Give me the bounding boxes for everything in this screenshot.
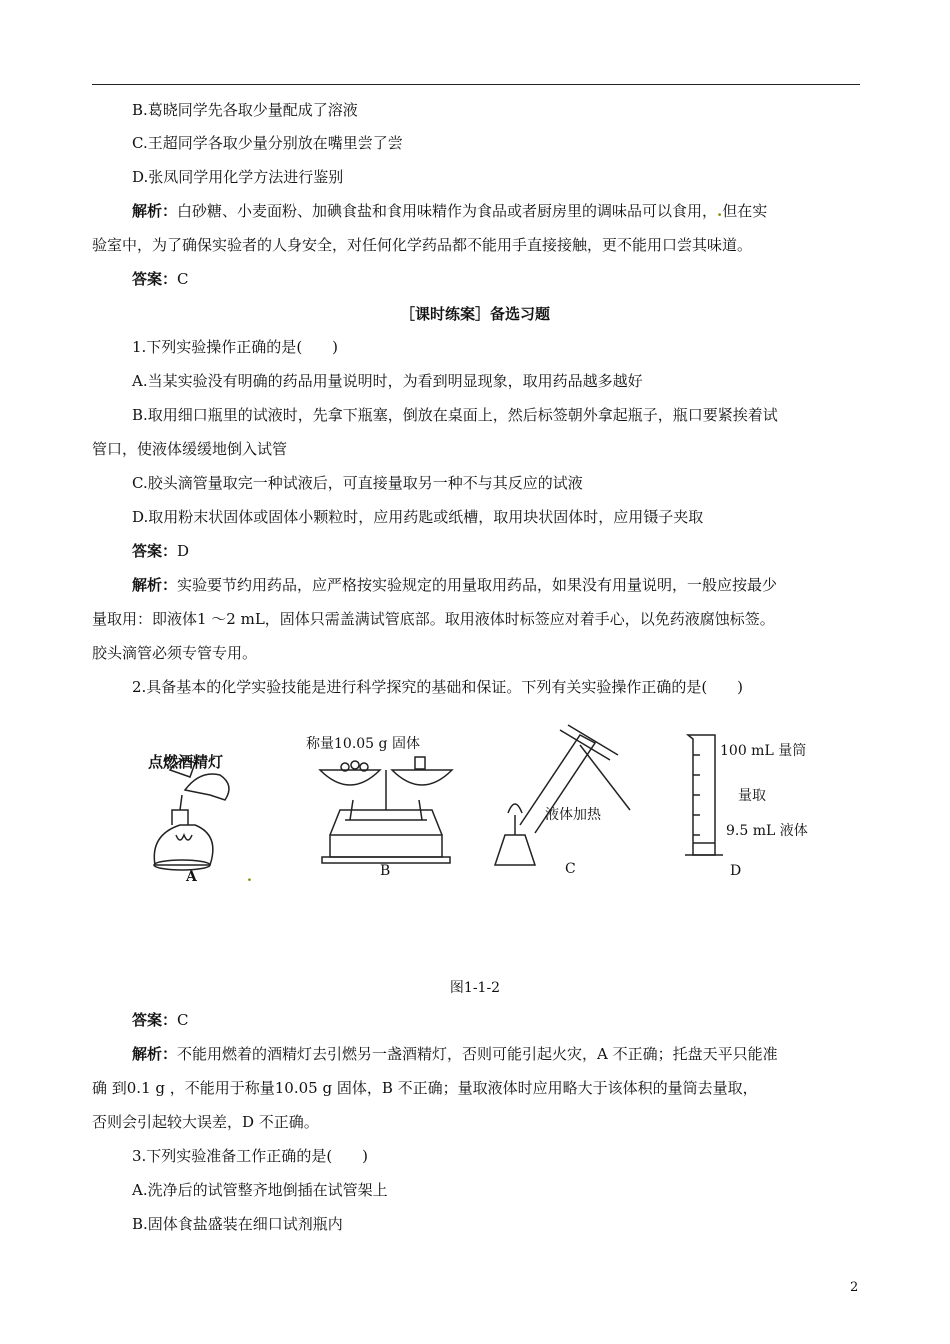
explanation-cont: 验室中，为了确保实验者的人身安全，对任何化学药品都不能用手直接接触，更不能用口尝其味道。 (92, 236, 753, 254)
q1-option-d: D.取用粉末状固体或固体小颗粒时，应用药匙或纸槽，取用块状固体时，应用镊子夹取 (132, 508, 704, 526)
section-title: ［课时练案］备选习题 (399, 305, 550, 323)
page-number: 2 (850, 1280, 859, 1295)
experiment-figure (140, 715, 820, 885)
fig-b-title: 称量10.05 g 固体 (306, 736, 420, 752)
answer-value: D (177, 542, 190, 560)
header-rule (92, 84, 860, 85)
question-3: 3.下列实验准备工作正确的是( ) (132, 1147, 369, 1165)
figure-caption: 图1-1-2 (449, 980, 501, 996)
fig-c-label: 液体加热 (545, 807, 601, 823)
answer-label: 答案： (132, 1011, 178, 1029)
option-c: C.王超同学各取少量分别放在嘴里尝了尝 (132, 134, 403, 152)
explanation-text: 实验要节约用药品，应严格按实验规定的用量取用药品，如果没有用量说明，一般应按最少 (177, 576, 778, 594)
fig-d-letter: D (730, 863, 742, 879)
q1-option-b-cont: 管口，使液体缓缓地倒入试管 (92, 440, 288, 458)
mark-dot: . (247, 869, 252, 885)
answer-value: C (177, 270, 189, 288)
q2-explanation-cont: 确 到0.1 g ，不能用于称量10.05 g 固体，B 不正确；量取液体时应用略大于该体积的量筒去量取， (92, 1079, 758, 1097)
explanation-text: 不能用燃着的酒精灯去引燃另一盏酒精灯，否则可能引起火灾，A 不正确；托盘天平只能准 (177, 1045, 778, 1063)
option-d: D.张凤同学用化学方法进行鉴别 (132, 168, 344, 186)
question-1: 1.下列实验操作正确的是( ) (132, 338, 339, 356)
fig-d-label-1: 100 mL 量筒 (720, 743, 807, 759)
fig-d-label-2: 量取 (738, 788, 766, 804)
answer-label: 答案： (132, 270, 178, 288)
figure-b-balance (320, 757, 452, 863)
answer-value: C (177, 1011, 189, 1029)
q2-explanation-cont2: 否则会引起较大误差，D 不正确。 (92, 1113, 319, 1131)
answer-label: 答案： (132, 542, 178, 560)
fig-b-letter: B (380, 863, 391, 879)
q1-answer (132, 541, 189, 561)
explanation-label: 解析： (132, 1045, 178, 1063)
q2-answer (132, 1010, 189, 1030)
q3-option-b: B.固体食盐盛装在细口试剂瓶内 (132, 1215, 343, 1233)
q1-option-a: A.当某实验没有明确的药品用量说明时，为看到明显现象，取用药品越多越好 (132, 372, 643, 390)
explanation-tail: 但在实 (722, 202, 768, 220)
figure-d-cylinder (685, 735, 723, 855)
q1-explanation-cont2: 胶头滴管必须专管专用。 (92, 644, 258, 662)
fig-a-letter: A (186, 869, 197, 885)
option-b: B.葛晓同学先各取少量配成了溶液 (132, 101, 358, 119)
fig-a-title: 点燃酒精灯 (148, 753, 224, 771)
question-2: 2.具备基本的化学实验技能是进行科学探究的基础和保证。下列有关实验操作正确的是( ) (132, 678, 744, 696)
q1-explanation-cont: 量取用：即液体1 ～2 mL，固体只需盖满试管底部。取用液体时标签应对着手心，以免药液腐蚀标签。 (92, 610, 775, 628)
mark-dot: . (717, 202, 723, 220)
figure-a-lamps (154, 760, 229, 870)
fig-c-letter: C (565, 861, 576, 877)
fig-d-label-3: 9.5 mL 液体 (726, 823, 808, 839)
q2-explanation (132, 1044, 778, 1064)
q1-option-b: B.取用细口瓶里的试液时，先拿下瓶塞，倒放在桌面上，然后标签朝外拿起瓶子，瓶口要紧挨着试 (132, 406, 778, 424)
answer-line (132, 269, 189, 289)
q1-explanation (132, 575, 777, 595)
q3-option-a: A.洗净后的试管整齐地倒插在试管架上 (132, 1181, 388, 1199)
explanation-line (132, 201, 767, 221)
explanation-label: 解析： (132, 202, 178, 220)
q1-option-c: C.胶头滴管量取完一种试液后，可直接量取另一种不与其反应的试液 (132, 474, 583, 492)
explanation-text: 白砂糖、小麦面粉、加碘食盐和食用味精作为食品或者厨房里的调味品可以食用， (177, 202, 718, 220)
explanation-label: 解析： (132, 576, 178, 594)
figure-c-heating (495, 725, 630, 865)
